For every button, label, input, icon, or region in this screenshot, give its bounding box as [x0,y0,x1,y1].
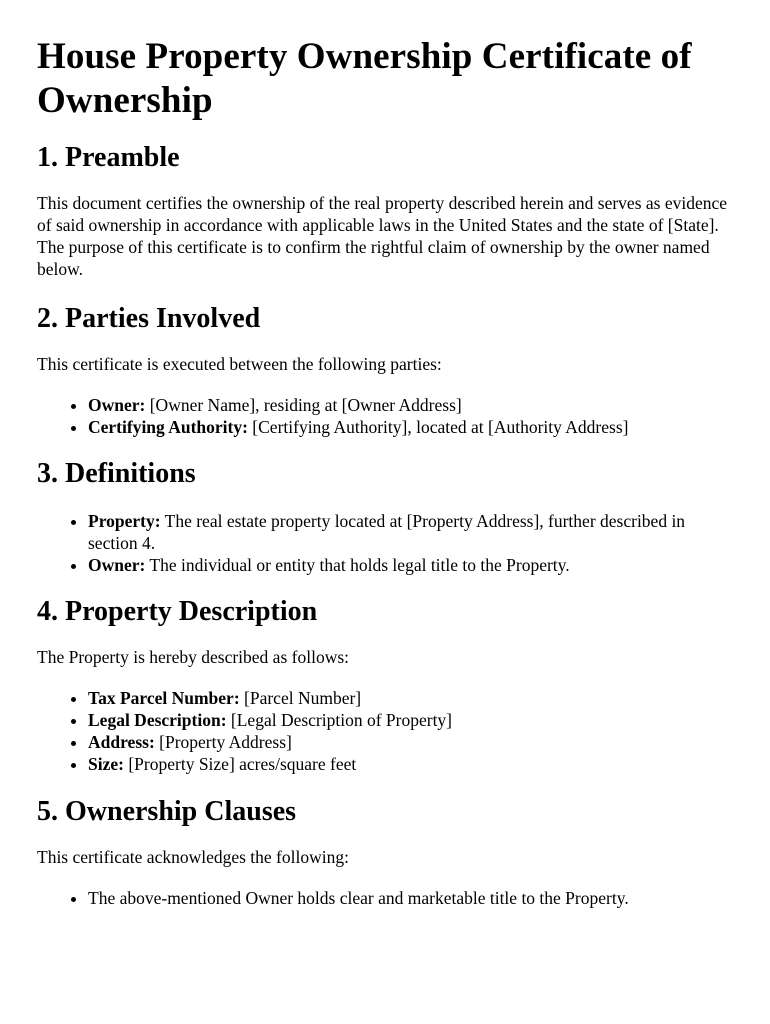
parties-intro: This certificate is executed between the following parties: [37,354,442,374]
list-item-text: [Property Address] [154,732,292,752]
list-item-label: Owner: [88,395,146,415]
list-item-text: The individual or entity that holds legal title to the Property. [145,555,570,575]
section-heading-property-description: 4. Property Description [37,596,318,627]
list-item-label: Owner: [88,555,146,575]
preamble-text: This document certifies the ownership of the real property described herein and serves as evidence of said ownership in accordance with applicable laws in the United States and the state of [State]. The purpose of this certificate is to confirm the rightful claim of ownership by the owner named below. [37,193,728,279]
list-item-label: Legal Description: [88,710,227,730]
list-item [88,510,734,554]
list-item [88,394,734,416]
list-item [88,554,734,576]
list-item [88,416,734,438]
section-heading-definitions: 3. Definitions [37,458,196,489]
list-item-label: Property: [88,511,161,531]
list-item-text: [Certifying Authority], located at [Authority Address] [247,417,629,437]
definitions-list [37,510,734,576]
section-heading-ownership-clauses: 5. Ownership Clauses [37,796,297,827]
list-item-text: [Parcel Number] [239,688,362,708]
description-intro: The Property is hereby described as follows: [37,647,350,667]
list-item-text: The above-mentioned Owner holds clear and marketable title to the Property. [88,888,629,908]
list-item-label: Tax Parcel Number: [88,688,240,708]
description-list [37,687,734,775]
list-item-text: [Legal Description of Property] [226,710,453,730]
list-item-label: Certifying Authority: [88,417,248,437]
list-item-text: [Property Size] acres/square feet [123,754,357,774]
list-item-label: Size: [88,754,124,774]
clauses-list [37,887,734,909]
list-item [88,709,734,731]
parties-list [37,394,734,438]
list-item-text: [Owner Name], residing at [Owner Address] [145,395,462,415]
list-item-label: Address: [88,732,155,752]
list-item [88,731,734,753]
list-item [88,753,734,775]
list-item [88,687,734,709]
document-title: House Property Ownership Certificate of Ownership [37,36,692,121]
section-heading-parties: 2. Parties Involved [37,303,261,334]
list-item [88,887,734,909]
clauses-intro: This certificate acknowledges the following: [37,847,349,867]
list-item-text: The real estate property located at [Property Address], further described in section 4. [88,511,686,553]
section-heading-preamble: 1. Preamble [37,142,180,173]
